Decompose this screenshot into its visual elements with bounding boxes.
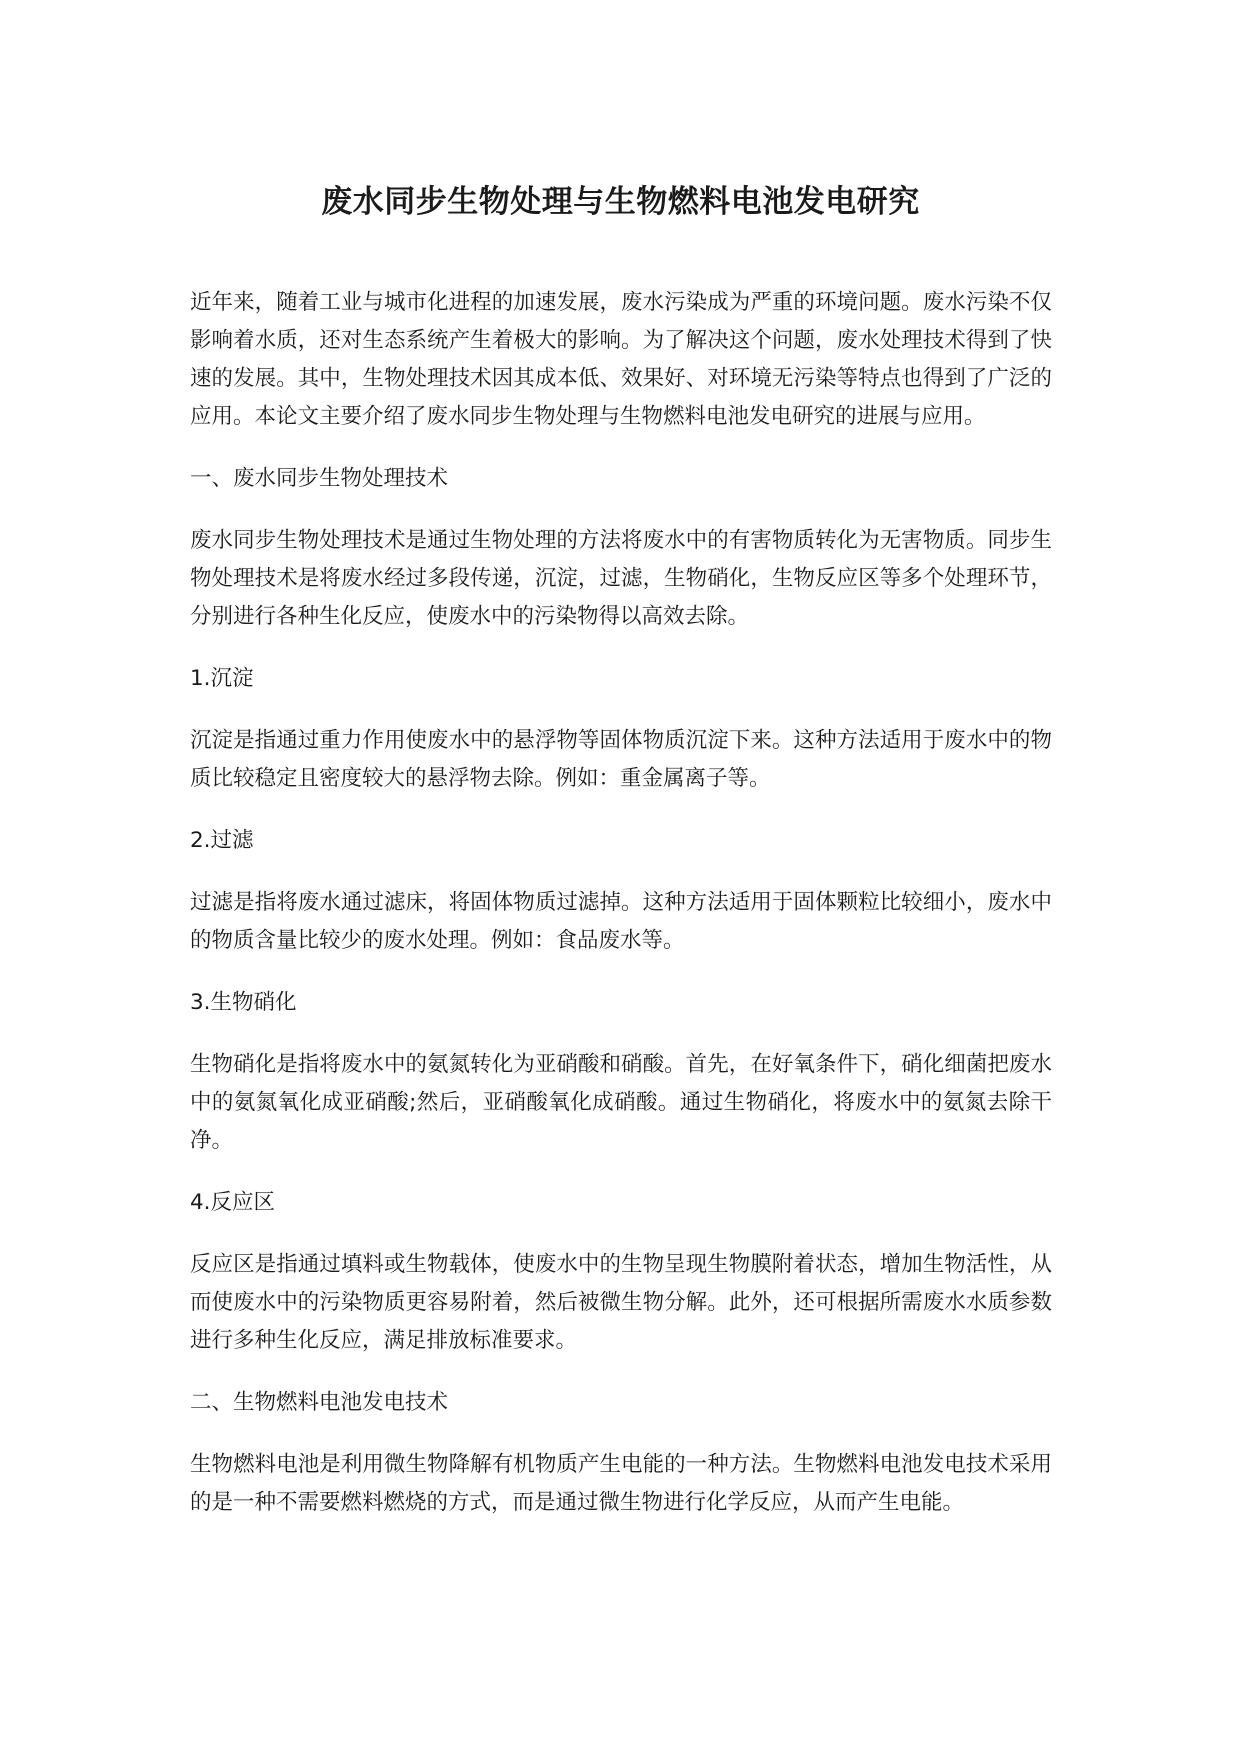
paragraph-filtration: 过滤是指将废水通过滤床，将固体物质过滤掉。这种方法适用于固体颗粒比较细小，废水中的物质含量比较少的废水处理。例如：食品废水等。 bbox=[190, 890, 1052, 953]
subheading-sedimentation: 1.沉淀 bbox=[190, 666, 254, 691]
document-body bbox=[190, 284, 1052, 1546]
paragraph-reaction-zone: 反应区是指通过填料或生物载体，使废水中的生物呈现生物膜附着状态，增加生物活性，从而使废水中的污染物质更容易附着，然后被微生物分解。此外，还可根据所需废水水质参数进行多种生化反应，满足排放标准要求。 bbox=[190, 1252, 1052, 1353]
subheading-nitrification: 3.生物硝化 bbox=[190, 990, 297, 1015]
subheading-reaction-zone: 4.反应区 bbox=[190, 1190, 276, 1215]
document-title: 废水同步生物处理与生物燃料电池发电研究 bbox=[321, 184, 920, 220]
paragraph-nitrification: 生物硝化是指将废水中的氨氮转化为亚硝酸和硝酸。首先，在好氧条件下，硝化细菌把废水中的氨氮氧化成亚硝酸;然后，亚硝酸氧化成硝酸。通过生物硝化，将废水中的氨氮去除干净。 bbox=[190, 1052, 1052, 1153]
paragraph-intro: 近年来，随着工业与城市化进程的加速发展，废水污染成为严重的环境问题。废水污染不仅影响着水质，还对生态系统产生着极大的影响。为了解决这个问题，废水处理技术得到了快速的发展。其中，生物处理技术因其成本低、效果好、对环境无污染等特点也得到了广泛的应用。本论文主要介绍了废水同步生物处理与生物燃料电池发电研究的进展与应用。 bbox=[190, 290, 1052, 429]
paragraph-section-1: 废水同步生物处理技术是通过生物处理的方法将废水中的有害物质转化为无害物质。同步生物处理技术是将废水经过多段传递，沉淀，过滤，生物硝化，生物反应区等多个处理环节，分别进行各种生化反应，使废水中的污染物得以高效去除。 bbox=[190, 528, 1052, 629]
section-heading-1: 一、废水同步生物处理技术 bbox=[190, 466, 449, 491]
paragraph-sedimentation: 沉淀是指通过重力作用使废水中的悬浮物等固体物质沉淀下来。这种方法适用于废水中的物质比较稳定且密度较大的悬浮物去除。例如：重金属离子等。 bbox=[190, 728, 1052, 791]
paragraph-section-2: 生物燃料电池是利用微生物降解有机物质产生电能的一种方法。生物燃料电池发电技术采用的是一种不需要燃料燃烧的方式，而是通过微生物进行化学反应，从而产生电能。 bbox=[190, 1452, 1052, 1515]
section-heading-2: 二、生物燃料电池发电技术 bbox=[190, 1390, 449, 1415]
subheading-filtration: 2.过滤 bbox=[190, 828, 254, 853]
